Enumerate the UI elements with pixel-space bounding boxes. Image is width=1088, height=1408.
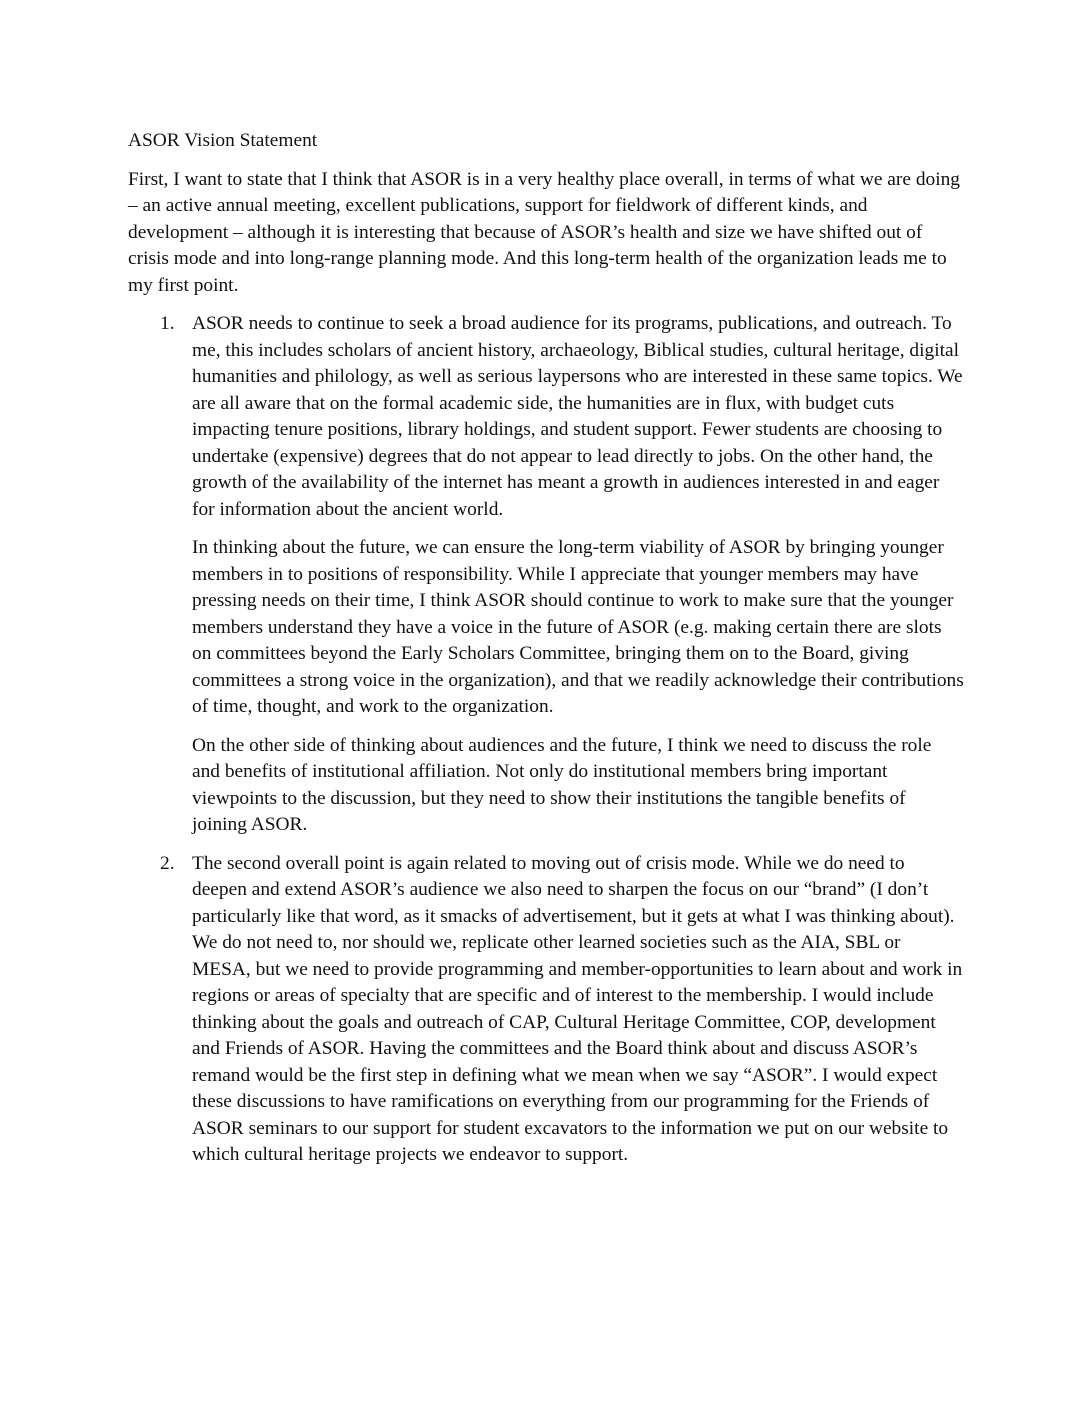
document-page (128, 128, 964, 1181)
list-item-number: 1. (160, 313, 175, 334)
list-item-number: 2. (160, 852, 175, 874)
point-1-paragraph-2: In thinking about the future, we can ensure the long-term viability of ASOR by bringing younger members in to positions of responsibility. While I appreciate that younger members may have pressing needs on their time, I think ASOR should continue to work to make sure that the younger members understand they have a voice in the future of ASOR (e.g. making certain there are slots on committees beyond the Early Scholars Committee, bringing them on to the Board, giving committees a strong voice in the organization), and that we readily acknowledge their contributions of time, thought, and work to the organization. (192, 537, 964, 717)
point-1-paragraph-3: On the other side of thinking about audiences and the future, I think we need to discuss the role and benefits of institutional affiliation. Not only do institutional members bring important viewpoints to the discussion, but they need to show their institutions the tangible benefits of joining ASOR. (192, 734, 932, 835)
point-1-paragraph-1: ASOR needs to continue to seek a broad audience for its programs, publications, and outreach. To me, this includes scholars of ancient history, archaeology, Biblical studies, cultural heritage, digital humanities and philology, as well as serious laypersons who are interested in these same topics. We are all aware that on the formal academic side, the humanities are in flux, with budget cuts impacting tenure positions, library holdings, and student support. Fewer students are choosing to undertake (expensive) degrees that do not appear to lead directly to jobs. On the other hand, the growth of the availability of the internet has meant a growth in audiences interested in and eager for information about the ancient world. (192, 313, 963, 520)
document-title: ASOR Vision Statement (128, 130, 318, 151)
list-item-point-2 (128, 851, 964, 1169)
numbered-points-list (128, 311, 964, 1169)
intro-paragraph: First, I want to state that I think that ASOR is in a very healthy place overall, in terms of what we are doing – an active annual meeting, excellent publications, support for fieldwork of different kinds, and development – although it is interesting that because of ASOR’s health and size we have shifted out of crisis mode and into long-range planning mode. And this long-term health of the organization leads me to my first point. (128, 168, 960, 296)
list-item-point-1 (128, 311, 964, 839)
point-2-paragraph-1: The second overall point is again related to moving out of crisis mode. While we do need to deepen and extend ASOR’s audience we also need to sharpen the focus on our “brand” (I don’t particularly like that word, as it smacks of advertisement, but it gets at what I was thinking about). We do not need to, nor should we, replicate other learned societies such as the AIA, SBL or MESA, but we need to provide programming and member-opportunities to learn about and work in regions or areas of specialty that are specific and of interest to the membership. I would include thinking about the goals and outreach of CAP, Cultural Heritage Committee, COP, development and Friends of ASOR. Having the committees and the Board think about and discuss ASOR’s remand would be the first step in defining what we mean when we say “ASOR”. I would expect these discussions to have ramifications on everything from our programming for the Friends of ASOR seminars to our support for student excavators to the information we put on our website to which cultural heritage projects we endeavor to support. (192, 852, 963, 1165)
